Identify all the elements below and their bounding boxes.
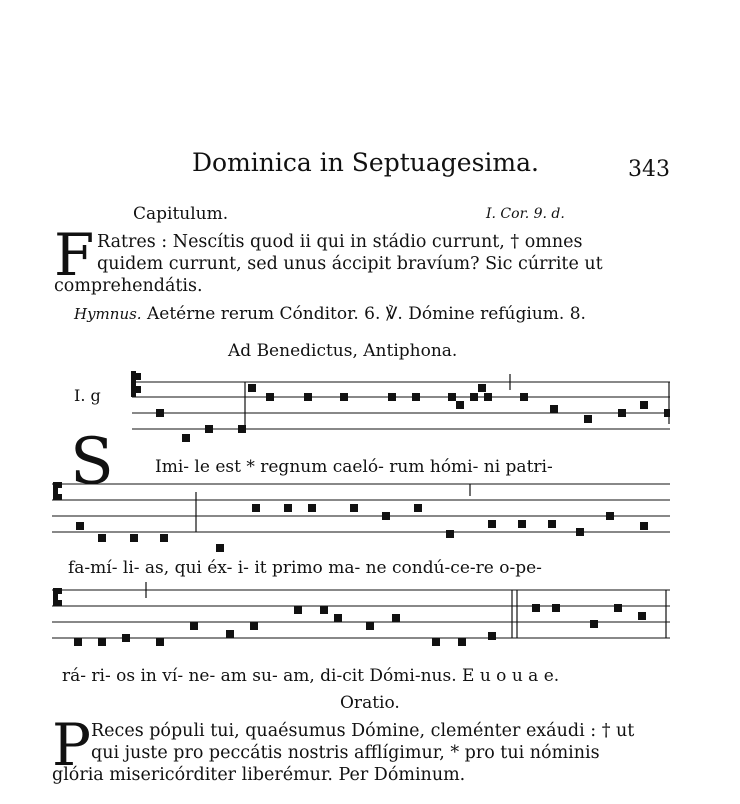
capitulum-heading: Capitulum. bbox=[133, 204, 229, 224]
neumes-2 bbox=[76, 504, 648, 552]
oratio-line-1: Reces pópuli tui, quaésumus Dómine, cleménter exáudi : † ut bbox=[91, 721, 635, 741]
page-title: Dominica in Septuagesima. bbox=[192, 148, 539, 177]
antiphon-initial: S bbox=[70, 425, 114, 499]
capitulum-line-2: quidem currunt, sed unus áccipit bravíum? Sic cúrrite ut bbox=[97, 254, 603, 274]
oratio-line-3: glória misericórditer liberémur. Per Dóminum. bbox=[52, 765, 466, 785]
hymnus-label: Hymnus. bbox=[74, 305, 142, 323]
bar-lines bbox=[146, 374, 669, 638]
capitulum-reference: I. Cor. 9. d. bbox=[486, 206, 565, 222]
chant-lyric-line-2: fa-mí- li- as, qui éx- i- it primo ma- ne condú-ce-re o-pe- bbox=[68, 558, 542, 578]
chant-lyric-line-3: rá- ri- os in ví- ne- am su- am, di-cit Dómi-nus. E u o u a e. bbox=[62, 666, 560, 686]
capitulum-line-1: Ratres : Nescítis quod ii qui in stádio currunt, † omnes bbox=[97, 232, 583, 252]
staff-2 bbox=[52, 484, 670, 532]
oratio-drop-initial: P bbox=[52, 711, 92, 779]
oratio-line-2: qui juste pro peccátis nostris afflígimur, * pro tui nóminis bbox=[91, 743, 600, 763]
hymnus-text: Aetérne rerum Cónditor. 6. ℣. Dómine refúgium. 8. bbox=[146, 304, 586, 324]
antiphon-heading: Ad Benedictus, Antiphona. bbox=[228, 341, 458, 361]
oratio-heading: Oratio. bbox=[340, 693, 400, 713]
antiphon-mode: I. g bbox=[74, 386, 101, 405]
neumes-3 bbox=[74, 604, 646, 646]
page-number: 343 bbox=[628, 157, 670, 182]
staff-3 bbox=[52, 590, 670, 638]
chant-lyric-line-1: Imi- le est * regnum caeló- rum hómi- ni patri- bbox=[155, 457, 553, 477]
capitulum-line-3: comprehendátis. bbox=[54, 276, 203, 296]
capitulum-drop-initial: F bbox=[54, 221, 95, 289]
